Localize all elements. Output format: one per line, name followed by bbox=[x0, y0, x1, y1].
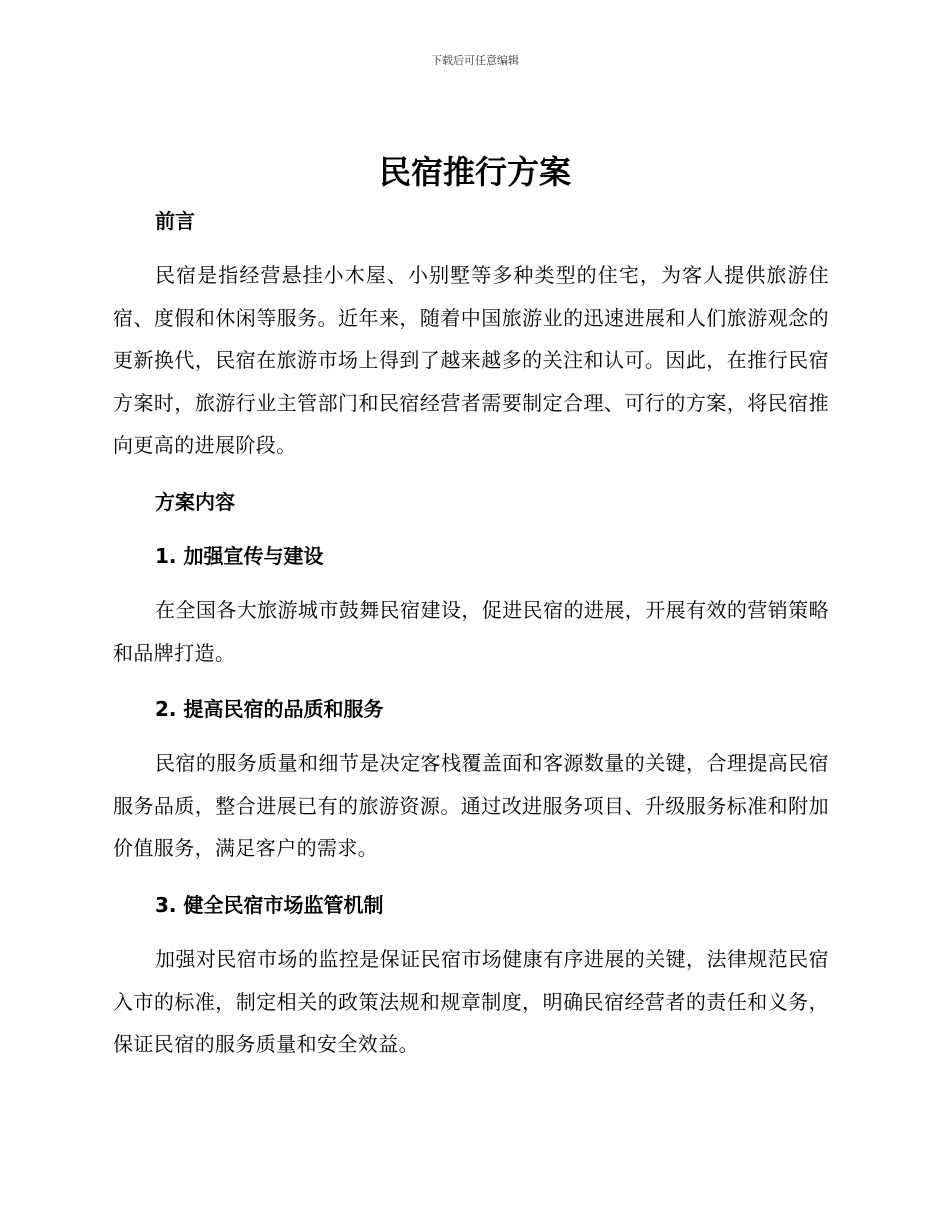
item2-heading: 2. 提高民宿的品质和服务 bbox=[155, 697, 384, 722]
preface-heading: 前言 bbox=[155, 209, 195, 233]
item3-paragraph: 加强对民宿市场的监控是保证民宿市场健康有序进展的关键，法律规范民宿入市的标准，制定相关的政策法规和规章制度，明确民宿经营者的责任和义务，保证民宿的服务质量和安全效益。 bbox=[113, 946, 829, 1057]
document-title: 民宿推行方案 bbox=[378, 153, 571, 191]
item1-heading: 1. 加强宣传与建设 bbox=[155, 543, 324, 568]
page-header: 下载后可任意编辑 bbox=[431, 54, 519, 67]
document-body bbox=[113, 202, 829, 1066]
item3-heading: 3. 健全民宿市场监管机制 bbox=[155, 892, 384, 917]
preface-paragraph: 民宿是指经营悬挂小木屋、小别墅等多种类型的住宅，为客人提供旅游住宿、度假和休闲等服务。近年来，随着中国旅游业的迅速进展和人们旅游观念的更新换代，民宿在旅游市场上得到了越来越多的关注和认可。因此，在推行民宿方案时，旅游行业主管部门和民宿经营者需要制定合理、可行的方案，将民宿推向更高的进展阶段。 bbox=[113, 263, 829, 458]
item2-paragraph: 民宿的服务质量和细节是决定客栈覆盖面和客源数量的关键，合理提高民宿服务品质，整合进展已有的旅游资源。通过改进服务项目、升级服务标准和附加价值服务，满足客户的需求。 bbox=[113, 751, 829, 861]
item1-paragraph: 在全国各大旅游城市鼓舞民宿建设，促进民宿的进展，开展有效的营销策略和品牌打造。 bbox=[113, 597, 829, 665]
content-heading: 方案内容 bbox=[155, 489, 235, 514]
